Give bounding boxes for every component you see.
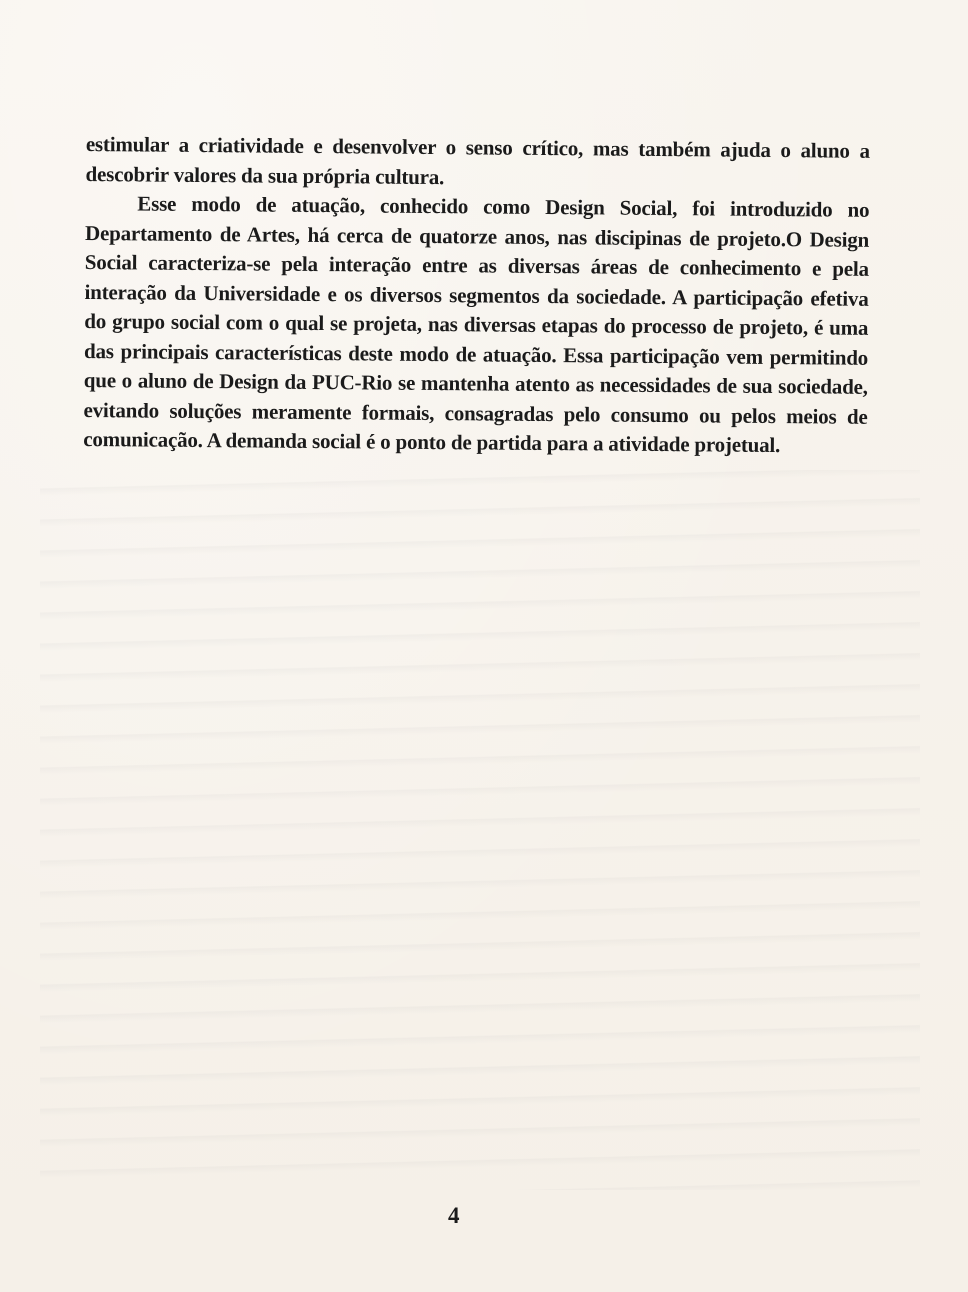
body-text bbox=[83, 130, 870, 461]
paragraph-2: Esse modo de atuação, conhecido como Design Social, foi introduzido no Departamento de Artes, há cerca de quatorze anos, nas discipinas de projeto.O Design Social caracteriza-se pela interação entre as diversas áreas de conhecimento e pela interação da Universidade e os diversos segmentos da sociedade. A participação efetiva do grupo social com o qual se projeta, nas diversas etapas do processo de projeto, é uma das principais características deste modo de atuação. Essa participação vem permitindo que o aluno de Design da PUC-Rio se mantenha atento as necessidades de sua sociedade, evitando soluções meramente formais, consagradas pelo consumo ou pelos meios de comunicação. A demanda social é o ponto de partida para a atividade projetual. bbox=[83, 191, 870, 458]
bleed-through-texture bbox=[40, 470, 920, 1190]
page-number: 4 bbox=[448, 1203, 460, 1228]
paragraph-1: estimular a criatividade e desenvolver o senso crítico, mas também ajuda o aluno a descobrir valores da sua própria cultura. bbox=[85, 131, 870, 189]
